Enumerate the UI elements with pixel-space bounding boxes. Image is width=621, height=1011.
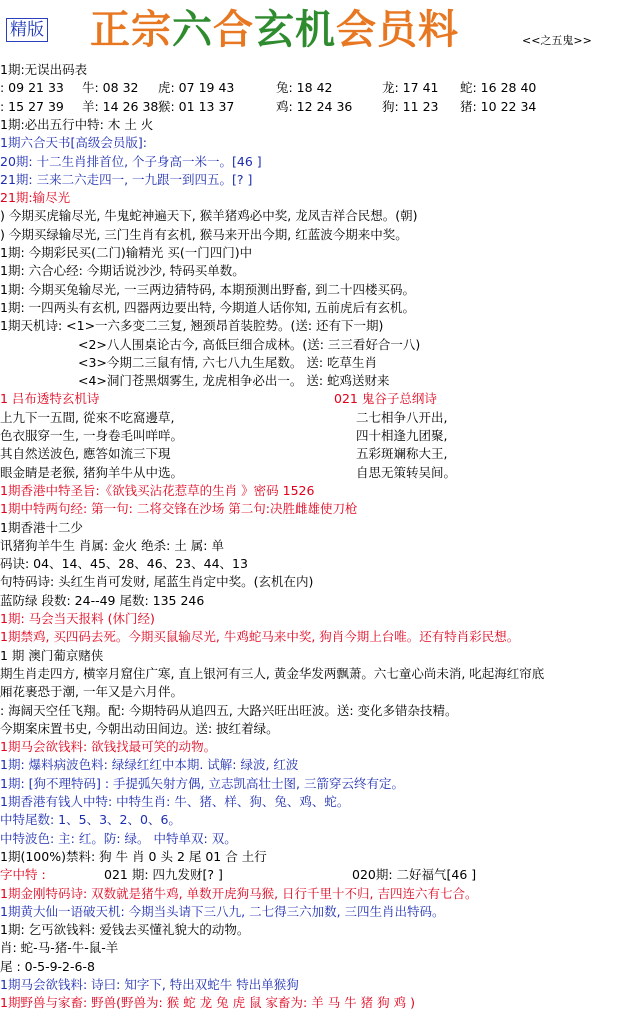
page-header xyxy=(0,0,621,60)
text-line: 1期: 爆料病波色料: 绿绿红红中本期. 试解: 绿波, 红波 xyxy=(0,757,299,773)
text-line: 尾 : 0-5-9-2-6-8 xyxy=(0,958,95,974)
text-line: 1期香港十二少 xyxy=(0,519,83,535)
text-line: 蓝防绿 段数: 24--49 尾数: 135 246 xyxy=(0,592,205,608)
text-line: 1期: 乞丐欲钱料: 爱钱去买懂礼貌大的动物。 xyxy=(0,922,250,938)
text-line: 1期:无误出码表 xyxy=(0,62,88,77)
title-char: 合 xyxy=(213,7,254,53)
text-cell: 牛: 08 32 xyxy=(82,80,139,96)
text-line: 1期野兽与家畜: 野兽(野兽为: 猴 蛇 龙 兔 虎 鼠 家畜为: 羊 马 牛 猪 狗 鸡 ) xyxy=(0,995,415,1011)
text-cell: 自思无策转吴间。 xyxy=(356,464,457,480)
text-line: 1期马会欲钱料: 诗曰: 知字下, 特出双蛇牛 特出单猴狗 xyxy=(0,977,299,992)
text-line: 1期: [狗不理特码] : 手提弧矢射方偶, 立志凯高壮士图, 三箭穿云终有定。 xyxy=(0,775,404,791)
title-char: 机 xyxy=(295,7,336,53)
text-line: 1期(100%)禁料: 狗 牛 肖 0 头 2 尾 01 合 土行 xyxy=(0,848,267,864)
text-cell: 鸡: 12 24 36 xyxy=(276,98,353,114)
page-title xyxy=(90,6,459,54)
text-line: 讯猪狗羊牛生 肖属: 金火 绝杀: 土 属: 单 xyxy=(0,537,224,553)
text-cell: 色衣服穿一生, 一身卷毛叫咩咩。 xyxy=(0,428,183,443)
text-cell: 字中特 : xyxy=(0,867,46,883)
text-line: <3>今期二三鼠有情, 六七八九生尾数。 送: 吃草生肖 xyxy=(78,354,378,370)
signature: <<之五鬼>> xyxy=(522,34,592,47)
text-cell: 羊: 14 26 38 xyxy=(82,98,159,114)
text-line: 1期天机诗: <1>一六多变二三复, 翘颈昂首装腔势。(送: 还有下一期) xyxy=(0,318,384,334)
title-char: 六 xyxy=(172,7,213,53)
text-cell: 猪: 10 22 34 xyxy=(460,98,537,114)
text-line: 1期:必出五行中特: 木 土 火 xyxy=(0,116,154,132)
text-line: 中特波色: 主: 红。防: 绿。 中特单双: 双。 xyxy=(0,830,237,846)
text-line: 1期: 马会当天报料 (休门经) xyxy=(0,611,155,626)
text-line: 1期: 今期买兔输尽光, 一三两边猜特码, 本期预测出野畜, 到二十四楼买码。 xyxy=(0,281,415,297)
text-cell: 其自然送波色, 應答如流三下現 xyxy=(0,446,171,462)
text-line: 1期中特两句经: 第一句: 二将交锋在沙场 第二句:决胜雌雄使刀枪 xyxy=(0,501,358,517)
text-cell: 蛇: 16 28 40 xyxy=(460,80,537,96)
text-line: 期生肖走四方, 横宰月窟住广寒, 直上银河有三人, 黄金华发两飘萧。六七童心尚未消, 叱起海红帘底 xyxy=(0,665,545,681)
text-line: : 海阔天空任飞翔。配: 今期特码从追四五, 大路兴旺出旺波。送: 变化多错杂技精。 xyxy=(0,702,458,718)
text-cell: 上九下一五間, 從來不吃窩邊草, xyxy=(0,409,175,425)
text-line: 1期: 六合心经: 今期话说沙沙, 特码买单数。 xyxy=(0,263,245,279)
text-cell: 021 期: 四九发财[? ] xyxy=(104,867,223,883)
title-char: 会 xyxy=(336,7,377,53)
text-cell: 020期: 二好福气[46 ] xyxy=(352,867,477,883)
text-line: 1期六合天书[高级会员版]: xyxy=(0,135,147,151)
text-cell: 五彩斑斓称大王, xyxy=(356,446,448,462)
text-line: 1 期 澳门葡京赌侠 xyxy=(0,647,104,663)
text-cell: 虎: 07 19 43 xyxy=(158,80,235,96)
title-char: 员 xyxy=(377,7,418,53)
title-char: 宗 xyxy=(131,7,172,53)
text-line: 句特码诗: 头红生肖可发财, 尾蓝生肖定中奖。(玄机在内) xyxy=(0,574,314,590)
text-line: 1期黄大仙一语破天机: 今期当头请下三八九, 二七得三六加数, 三四生肖出特码。 xyxy=(0,903,445,919)
text-cell: 狗: 11 23 xyxy=(382,98,439,114)
text-cell: 1 吕布透特玄机诗 xyxy=(0,391,100,407)
text-line: 1期: 一四两头有玄机, 四器两边要出特, 今期道人话你知, 五前虎后有玄机。 xyxy=(0,299,415,315)
text-line: 21期:输尽光 xyxy=(0,190,71,206)
text-line: 1期香港有钱人中特: 中特生肖: 牛、猪、样、狗、兔、鸡、蛇。 xyxy=(0,794,350,809)
text-line: 1期金刚特码诗: 双数就是猪牛鸡, 单数开虎狗马猴, 日行千里十不归, 吉四连六有七合。 xyxy=(0,885,478,901)
text-cell: : 09 21 33 xyxy=(0,80,64,96)
text-cell: 四十相逢九团聚, xyxy=(356,428,448,443)
text-line: 21期: 三来二六走四一, 一九跟一到四五。[? ] xyxy=(0,171,253,187)
text-line: 20期: 十二生肖排首位, 个子身高一米一。[46 ] xyxy=(0,153,262,169)
title-char: 正 xyxy=(90,7,131,53)
edition-badge: 精版 xyxy=(6,18,48,42)
text-cell: 龙: 17 41 xyxy=(382,80,439,96)
text-line: <4>洞门苍黑烟雾生, 龙虎相争必出一。 送: 蛇鸡送财来 xyxy=(78,373,390,389)
text-cell: 兔: 18 42 xyxy=(276,80,333,96)
text-line: ) 今期买虎输尽光, 牛鬼蛇神遍天下, 猴羊猪鸡必中奖, 龙凤吉祥合民想。(朝) xyxy=(0,208,418,224)
title-char: 玄 xyxy=(254,7,295,53)
text-cell: 猴: 01 13 37 xyxy=(158,98,235,114)
text-line: 今期案床置书史, 今朝出动田间边。送: 披红着绿。 xyxy=(0,720,279,736)
text-cell: 眼金睛是老猴, 猪狗羊牛从中选。 xyxy=(0,464,183,480)
text-line: 中特尾数: 1、5、3、2、0、6。 xyxy=(0,812,181,828)
text-line: 1期马会欲钱料: 欲钱找最可笑的动物。 xyxy=(0,739,217,755)
text-line: 1期: 今期彩民买(二门)输精光 买(一门四门)中 xyxy=(0,245,253,260)
text-line: 码诀: 04、14、45、28、46、23、44、13 xyxy=(0,556,248,572)
text-line: 肖: 蛇-马-猪-牛-鼠-羊 xyxy=(0,940,119,956)
title-char: 料 xyxy=(418,7,459,53)
text-line: 1期禁鸡, 买四码去死。今期买鼠输尽光, 牛鸡蛇马来中奖, 狗肖今期上台唯。还有特肖彩民想。 xyxy=(0,629,520,645)
text-line: 1期香港中特圣旨:《欲钱买沾花惹草的生肖 》密码 1526 xyxy=(0,482,315,498)
text-cell: 二七相争八开出, xyxy=(356,409,448,425)
text-cell: : 15 27 39 xyxy=(0,98,64,114)
text-cell: 021 鬼谷子总纲诗 xyxy=(334,391,437,407)
text-line: <2>八人围桌论古今, 高低巨细合成林。(送: 三三看好合一八) xyxy=(78,336,421,352)
text-line: ) 今期买绿输尽光, 三门生肖有玄机, 猴马来开出今期, 红蓝波今期来中奖。 xyxy=(0,226,408,242)
text-line: 厢花裹恐于潮, 一年又是六月伴。 xyxy=(0,684,183,700)
